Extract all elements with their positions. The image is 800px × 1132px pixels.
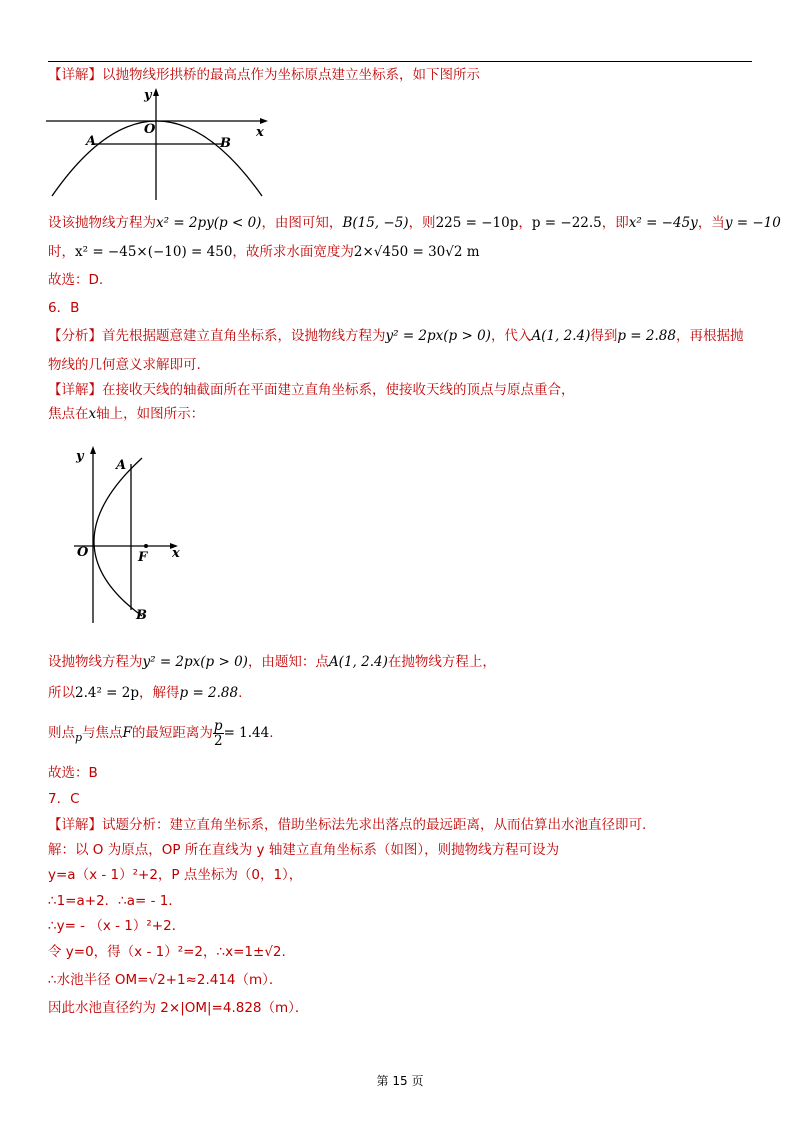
fig-label-y: y [144,88,152,103]
y-axis-arrow [90,446,96,454]
s7-line-4: ∴y= - （x - 1）²+2． [48,918,186,934]
fraction-p-over-2: $\frac{p}{2}$ [213,717,223,749]
detail-tag: 【详解】 [48,67,102,83]
s7-title: 7．C [48,791,80,807]
s6-analysis-line-1: 【分析】首先根据题意建立直角坐标系，设抛物线方程为y² = 2px(p > 0)，代入A(1, 2.4)得到p = 2.88，再根据抛 [48,328,744,344]
fig-label-y: y [76,449,84,464]
s7-line-6: ∴水池半径 OM=√2+1≈2.414（m）． [48,972,283,988]
s5-answer: 故选：D. [48,272,104,288]
fig-label-A: A [86,134,97,149]
s5-line-1: 设该抛物线方程为x² = 2py(p < 0)，由图可知，B(15, −5)，则225 = −10p，p = −22.5，即x² = −45y，当y = −10 [48,215,781,231]
s7-line-2: y=a（x - 1）²+2，P 点坐标为（0，1）， [48,867,303,883]
fig-label-A: A [116,458,127,473]
antenna-parabola-figure [60,440,190,625]
s7-detail-line: 【详解】试题分析：建立直角坐标系，借助坐标法先求出落点的最远距离，从而估算出水池直径即可. [48,817,647,833]
fig-label-F: F [138,550,148,565]
fig-label-x: x [256,125,264,140]
fig-label-O: O [77,545,89,560]
parabola-curve [52,121,262,196]
s7-line-3: ∴1=a+2．∴a= - 1． [48,893,182,909]
fig-label-x: x [172,546,180,561]
s6-detail-line-1: 【详解】在接收天线的轴截面所在平面建立直角坐标系，使接收天线的顶点与原点重合， [48,382,575,398]
detail-text: 以抛物线形拱桥的最高点作为坐标原点建立坐标系，如下图所示 [102,67,480,83]
s5-line-2: 时，x² = −45×(−10) = 450，故所求水面宽度为2×√450 = 30√2 m [48,244,480,260]
fig-label-B: B [220,136,231,151]
s6-answer: 故选：B [48,765,98,781]
s6-explain-line-2: 所以2.4² = 2p，解得p = 2.88. [48,685,243,701]
header-rule [48,61,752,62]
focus-point [144,544,148,548]
y-axis-arrow [153,88,159,96]
page-number-footer: 第 15 页 [376,1074,424,1088]
fig-label-B: B [136,608,147,623]
s6-explain-line-3: 则点$_p$与焦点F的最短距离为 $\frac{p}{2}$ = 1.44. [48,717,274,749]
s7-line-7: 因此水池直径约为 2×|OM|=4.828（m）． [48,1000,309,1016]
s6-analysis-line-2: 物线的几何意义求解即可. [48,357,201,373]
s5-detail-line [48,65,480,85]
s7-line-5: 令 y=0，得（x - 1）²=2，∴x=1±√2. [48,944,286,960]
fig-label-O: O [144,122,156,137]
parabola-curve [94,458,142,616]
bridge-parabola-figure [40,86,280,204]
x-axis-arrow [260,118,268,124]
s6-explain-line-1: 设抛物线方程为y² = 2px(p > 0)，由题知：点A(1, 2.4)在抛物线方程上， [48,654,496,670]
s6-title: 6．B [48,300,80,316]
s6-detail-line-2: 焦点在x轴上，如图所示： [48,406,205,422]
s7-line-1: 解：以 O 为原点，OP 所在直线为 y 轴建立直角坐标系（如图），则抛物线方程可设为 [48,842,560,858]
